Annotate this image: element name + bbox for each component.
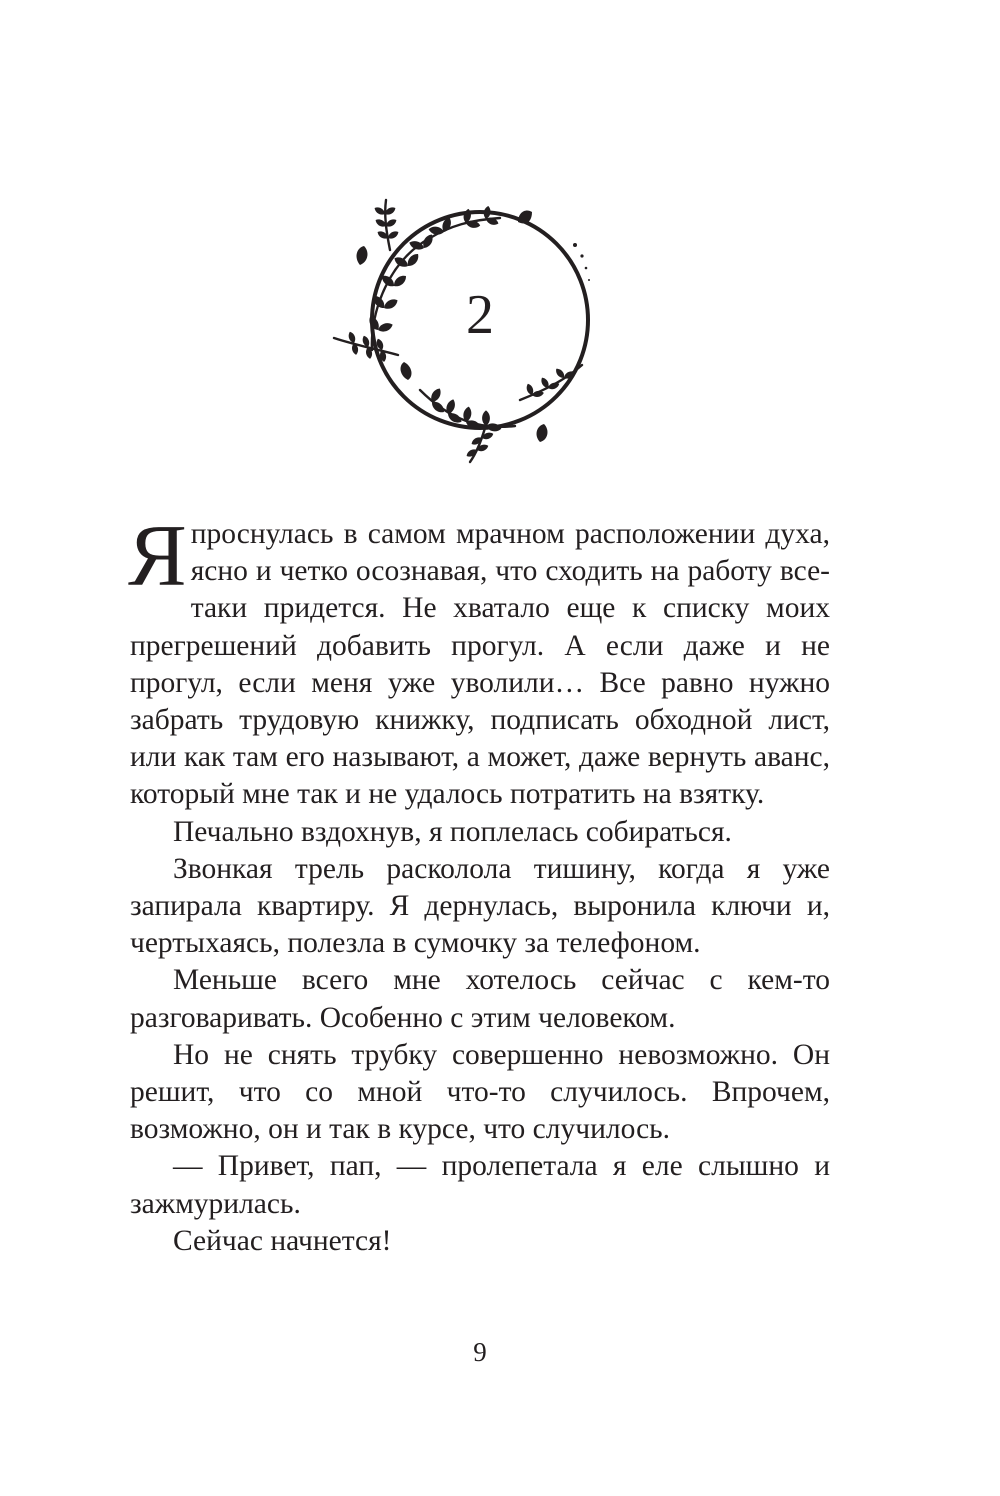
paragraph: Звонкая трель расколола тишину, когда я уже запирала квартиру. Я дернулась, выронила ключи и, чертыхаясь, полезла в сумочку за телефоном.: [130, 852, 830, 960]
paragraph: Но не снять трубку совершенно невозможно. Он решит, что со мной что-то случилось. Впрочем, возможно, он и так в курсе, что случилось.: [130, 1038, 830, 1146]
paragraph: Сейчас начнется!: [173, 1224, 392, 1257]
paragraph: Печально вздохнув, я поплелась собираться.: [173, 815, 732, 848]
chapter-text: [128, 508, 830, 1260]
paragraph: — Привет, пап, — пролепетала я еле слышно и зажмурилась.: [130, 1150, 830, 1220]
page-number: 9: [473, 1337, 487, 1367]
paragraph: [128, 508, 830, 814]
drop-cap: Я: [128, 508, 187, 605]
paragraph-text: проснулась в самом мрачном расположении духа, ясно и четко осознавая, что сходить на работу все-таки придется. Не хватало еще к списку моих прегрешений добавить прогул. А если даже и не прогул, если меня уже уволили… Все равно нужно забрать трудовую книжку, подписать обходной лист, или как там его называют, а может, даже вернуть аванс, который мне так и не удалось потратить на взятку.: [130, 518, 830, 811]
paragraph: Меньше всего мне хотелось сейчас с кем-то разговаривать. Особенно с этим человеком.: [130, 964, 830, 1034]
chapter-number: 2: [466, 284, 494, 346]
